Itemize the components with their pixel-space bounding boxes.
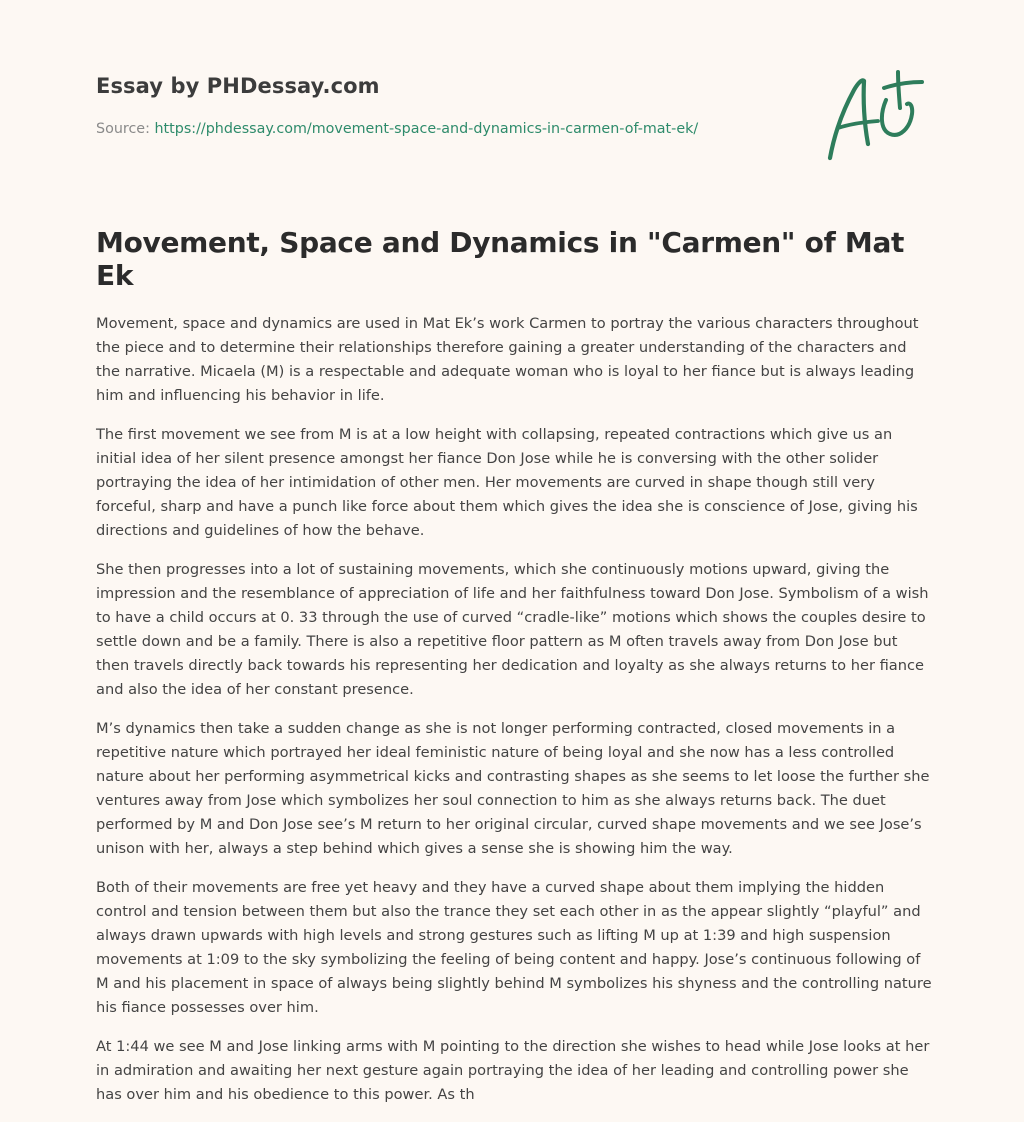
- a-plus-grade-icon: [820, 64, 930, 164]
- essay-body: [96, 226, 932, 1122]
- essay-header: [96, 74, 796, 137]
- essay-paragraph: The first movement we see from M is at a low height with collapsing, repeated contractions which give us an initial idea of her silent presence amongst her fiance Don Jose while he is conversing with the other solider portraying the idea of her intimidation of other men. Her movements are curved in shape though still very forceful, sharp and have a punch like force about them which gives the idea she is conscience of Jose, giving his directions and guidelines of how the behave.: [96, 426, 918, 539]
- essay-paragraph: Movement, space and dynamics are used in Mat Ek’s work Carmen to portray the various characters throughout the piece and to determine their relationships therefore gaining a greater understanding of the characters and the narrative. Micaela (M) is a respectable and adequate woman who is loyal to her fiance but is always leading him and influencing his behavior in life.: [96, 315, 919, 404]
- essay-paragraph: Both of their movements are free yet heavy and they have a curved shape about them implying the hidden control and tension between them but also the trance they set each other in as the appear slightly “playful” and always drawn upwards with high levels and strong gestures such as lifting M up at 1:39 and high suspension movements at 1:09 to the sky symbolizing the feeling of being content and happy. Jose’s continuous following of M and his placement in space of always being slightly behind M symbolizes his shyness and the controlling nature his fiance possesses over him.: [96, 879, 932, 1016]
- essay-title: Movement, Space and Dynamics in "Carmen" of Mat Ek: [96, 226, 905, 292]
- essay-paragraph: She then progresses into a lot of sustaining movements, which she continuously motions upward, giving the impression and the resemblance of appreciation of life and her faithfulness toward Don Jose. Symbolism of a wish to have a child occurs at 0. 33 through the use of curved “cradle-like” motions which shows the couples desire to settle down and be a family. There is also a repetitive floor pattern as M often travels away from Don Jose but then travels directly back towards his representing her dedication and loyalty as she always returns to her fiance and also the idea of her constant presence.: [96, 561, 929, 698]
- site-brand: Essay by PHDessay.com: [96, 74, 380, 98]
- source-link[interactable]: https://phdessay.com/movement-space-and-dynamics-in-carmen-of-mat-ek/: [154, 121, 699, 137]
- source-label: Source:: [96, 121, 150, 137]
- source-line: [96, 121, 796, 137]
- essay-paragraph: M’s dynamics then take a sudden change as she is not longer performing contracted, closed movements in a repetitive nature which portrayed her ideal feministic nature of being loyal and she now has a less controlled nature about her performing asymmetrical kicks and contrasting shapes as she seems to let loose the further she ventures away from Jose which symbolizes her soul connection to him as she always returns back. The duet performed by M and Don Jose see’s M return to her original circular, curved shape movements and we see Jose’s unison with her, always a step behind which gives a sense she is showing him the way.: [96, 720, 930, 857]
- essay-paragraph: At 1:44 we see M and Jose linking arms with M pointing to the direction she wishes to head while Jose looks at her in admiration and awaiting her next gesture again portraying the idea of her leading and controlling power she has over him and his obedience to this power. As th: [96, 1038, 930, 1103]
